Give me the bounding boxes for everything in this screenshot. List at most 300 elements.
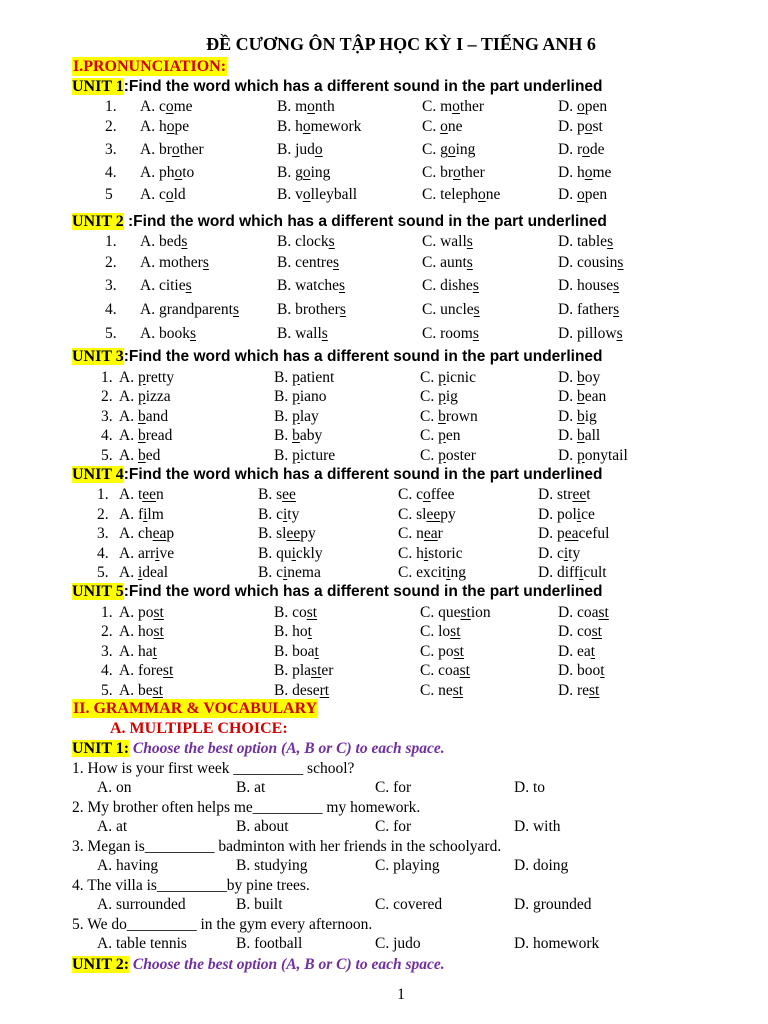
option-d — [558, 661, 605, 681]
pronunciation-heading: I.PRONUNCIATION: — [73, 58, 227, 75]
option-b — [258, 485, 296, 505]
underlined-part: o — [453, 164, 461, 181]
option-b — [277, 300, 346, 320]
option-text: retty — [145, 369, 175, 386]
grammar-unit-1-header — [72, 739, 445, 758]
option-text: ig — [584, 408, 597, 425]
option-text: pen — [584, 186, 608, 203]
option-text: D. table — [558, 233, 608, 250]
underlined-part: b — [576, 388, 585, 405]
pronunciation-question-row — [0, 407, 768, 427]
grammar-unit-2-header — [72, 955, 445, 974]
answer-options-row — [0, 817, 768, 837]
option-b — [274, 426, 322, 446]
underlined-part: o — [314, 141, 323, 158]
option-text: ne — [485, 186, 501, 203]
option-text: D. h — [558, 164, 585, 181]
pronunciation-question-row — [0, 426, 768, 446]
pronunciation-question-row — [0, 544, 768, 564]
option-c — [420, 622, 461, 642]
option-a — [119, 446, 160, 466]
underlined-part: p — [438, 369, 446, 386]
option-text: B. v — [277, 186, 303, 203]
underlined-part: st — [460, 604, 471, 621]
option-text: A. — [119, 408, 138, 425]
answer-options-row — [0, 895, 768, 915]
underlined-part: s — [185, 277, 192, 294]
option-text: B. h — [277, 118, 303, 135]
option-c — [420, 407, 478, 427]
underlined-part: s — [339, 301, 346, 318]
option-text: me — [592, 164, 612, 181]
underlined-part: o — [477, 186, 486, 203]
option-text: D. — [558, 427, 577, 444]
unit-tag: UNIT 3 — [72, 348, 124, 365]
option-text: A. — [119, 427, 138, 444]
option-a — [140, 232, 187, 252]
underlined-part: o — [302, 164, 311, 181]
option-text: B. — [274, 369, 293, 386]
option-text: D. str — [538, 486, 573, 503]
underlined-part: ea — [423, 525, 438, 542]
underlined-part: s — [607, 233, 614, 250]
option-c — [422, 276, 479, 296]
question-number: 1. — [105, 98, 117, 115]
option-text: D. p — [558, 118, 585, 135]
option-b — [274, 603, 317, 623]
question-text: 1. How is your first week _________ school? — [72, 760, 355, 777]
option-text: storic — [428, 545, 463, 562]
option-b — [277, 276, 345, 296]
question-number: 2. — [101, 388, 113, 405]
option-c — [422, 97, 484, 117]
option-text: C. teleph — [422, 186, 478, 203]
answer-options-row — [0, 856, 768, 876]
option-d — [558, 603, 609, 623]
option-text: D. pillow — [558, 325, 617, 342]
answer-option[interactable]: D. grounded — [514, 896, 592, 913]
underlined-part: i — [576, 506, 582, 523]
option-a — [119, 563, 168, 583]
underlined-part: t — [600, 662, 605, 679]
option-text: B. — [274, 427, 293, 444]
unit-tag: UNIT 4 — [72, 466, 124, 483]
unit-instruction: :Find the word which has a different sound in the part underlined — [123, 583, 603, 600]
option-d — [558, 300, 619, 320]
option-b — [274, 622, 312, 642]
underlined-part: s — [328, 233, 335, 250]
underlined-part: o — [440, 118, 448, 135]
option-text: B. ho — [274, 623, 308, 640]
underlined-part: o — [302, 118, 311, 135]
underlined-part: b — [438, 408, 446, 425]
underlined-part: st — [453, 643, 464, 660]
option-d — [538, 544, 580, 564]
option-d — [558, 368, 600, 388]
pronunciation-question-row — [0, 232, 768, 252]
option-c — [420, 426, 460, 446]
underlined-part: ee — [286, 525, 301, 542]
underlined-part: s — [616, 325, 623, 342]
pronunciation-question-row — [0, 276, 768, 296]
underlined-part: o — [166, 118, 175, 135]
underlined-part: st — [591, 623, 602, 640]
underlined-part: o — [422, 486, 431, 503]
option-d — [558, 276, 619, 296]
question-number: 5 — [105, 186, 113, 203]
option-a — [140, 324, 196, 344]
option-c — [420, 603, 491, 623]
underlined-part: i — [282, 564, 288, 581]
question-text: 4. The villa is_________by pine trees. — [72, 877, 310, 894]
page-title: ĐỀ CƯƠNG ÔN TẬP HỌC KỲ I – TIẾNG ANH 6 — [206, 34, 596, 54]
option-text: B. c — [258, 564, 283, 581]
option-c — [420, 446, 476, 466]
option-text: to — [182, 164, 195, 181]
underlined-part: b — [137, 447, 146, 464]
option-text: ion — [470, 604, 491, 621]
option-text: ckly — [295, 545, 323, 562]
option-text: izza — [145, 388, 171, 405]
option-text: ean — [584, 388, 607, 405]
underlined-part: p — [292, 447, 300, 464]
option-b — [274, 681, 329, 701]
question-number: 3. — [105, 141, 117, 158]
underlined-part: s — [202, 254, 209, 271]
pronunciation-question-row — [0, 117, 768, 137]
answer-option[interactable]: D. doing — [514, 857, 569, 874]
option-text: oy — [584, 369, 601, 386]
unit-tag: UNIT 2: — [72, 956, 130, 973]
option-text: A. h — [140, 118, 167, 135]
option-text: A. — [119, 447, 138, 464]
option-text: B. — [274, 408, 293, 425]
option-text: C. excit — [398, 564, 447, 581]
page-number: 1 — [397, 986, 405, 1003]
option-text: ig — [445, 388, 458, 405]
option-a — [119, 681, 163, 701]
underlined-part: s — [332, 254, 339, 271]
option-text: A. f — [119, 506, 144, 523]
option-d — [538, 563, 607, 583]
underlined-part: st — [459, 662, 470, 679]
question-text: 3. Megan is_________ badminton with her friends in the schoolyard. — [72, 838, 502, 855]
underlined-part: st — [306, 604, 318, 621]
underlined-part: o — [584, 118, 593, 135]
underlined-part: o — [584, 164, 593, 181]
option-text: lleyball — [310, 186, 358, 203]
option-text: C. br — [422, 164, 453, 181]
option-text: oster — [445, 447, 476, 464]
option-text: B. sl — [258, 525, 287, 542]
answer-option[interactable]: C. covered — [375, 896, 443, 913]
answer-option[interactable]: C. playing — [375, 857, 440, 874]
option-text: ffee — [430, 486, 455, 503]
underlined-part: i — [143, 506, 148, 523]
unit-instruction: :Find the word which has a different sound in the part underlined — [123, 348, 603, 365]
underlined-part: o — [307, 98, 315, 115]
option-text: en — [445, 427, 461, 444]
option-c — [422, 185, 500, 205]
option-text: B. clock — [277, 233, 329, 250]
option-text: p — [166, 525, 175, 542]
option-text: A. ha — [119, 643, 153, 660]
option-text: st — [592, 118, 603, 135]
underlined-part: s — [613, 301, 620, 318]
option-c — [420, 642, 464, 662]
underlined-part: p — [292, 388, 300, 405]
option-text: C. — [420, 427, 439, 444]
underlined-part: b — [576, 369, 585, 386]
option-b — [258, 563, 321, 583]
underlined-part: t — [307, 623, 312, 640]
option-a — [119, 622, 164, 642]
pronunciation-question-row — [0, 140, 768, 160]
question-number: 2. — [105, 254, 117, 271]
answer-option[interactable]: D. homework — [514, 935, 600, 952]
option-text: A. ph — [140, 164, 175, 181]
option-text: py — [440, 506, 456, 523]
option-text: B. g — [277, 164, 303, 181]
option-text: B. pla — [274, 662, 312, 679]
option-c — [420, 681, 463, 701]
answer-option[interactable]: C. for — [375, 818, 412, 835]
option-a — [119, 603, 164, 623]
option-text: n — [156, 486, 164, 503]
option-text: C. coa — [420, 662, 460, 679]
option-d — [558, 117, 603, 137]
question-text: 5. We do_________ in the gym every afternoon. — [72, 916, 373, 933]
answer-option[interactable]: A. on — [97, 779, 132, 796]
option-text: mework — [310, 118, 362, 135]
answer-option[interactable]: B. about — [236, 818, 289, 835]
option-b — [258, 524, 316, 544]
option-text: B. s — [258, 486, 283, 503]
pronunciation-question-row — [0, 622, 768, 642]
option-text: ce — [581, 506, 595, 523]
answer-options-row — [0, 778, 768, 798]
underlined-part: b — [576, 427, 585, 444]
option-text: D. co — [558, 623, 592, 640]
underlined-part: s — [617, 254, 624, 271]
underlined-part: st — [450, 623, 461, 640]
unit-tag: UNIT 1 — [72, 78, 124, 95]
multiple-choice-subheading: A. MULTIPLE CHOICE: — [110, 720, 288, 737]
option-text: pen — [584, 98, 608, 115]
option-text: ing — [310, 164, 331, 181]
pronunciation-question-row — [0, 163, 768, 183]
underlined-part: o — [452, 98, 460, 115]
answer-option[interactable]: A. table tennis — [97, 935, 187, 952]
pronunciation-question-row — [0, 563, 768, 583]
option-a — [140, 185, 186, 205]
unit-tag: UNIT 2 — [72, 213, 124, 230]
answer-option[interactable]: B. football — [236, 935, 303, 952]
pronunciation-question-row — [0, 642, 768, 662]
pronunciation-question-row — [0, 324, 768, 344]
option-text: r — [437, 525, 443, 542]
underlined-part: ea — [564, 525, 579, 542]
option-a — [119, 387, 171, 407]
option-text: C. que — [420, 604, 461, 621]
option-text: ed — [145, 447, 161, 464]
underlined-part: ee — [572, 486, 587, 503]
answer-option[interactable]: C. for — [375, 779, 412, 796]
option-text: C. — [420, 447, 439, 464]
option-b — [258, 544, 323, 564]
underlined-part: i — [282, 506, 288, 523]
option-a — [119, 524, 174, 544]
option-text: D. boo — [558, 662, 601, 679]
underlined-part: st — [162, 662, 174, 679]
option-text: B. m — [277, 98, 308, 115]
option-c — [398, 544, 463, 564]
option-text: A. po — [119, 604, 154, 621]
option-text: D. cousin — [558, 254, 618, 271]
option-text: A. br — [140, 141, 172, 158]
option-b — [277, 117, 361, 137]
option-d — [538, 485, 591, 505]
option-c — [422, 117, 462, 137]
underlined-part: s — [189, 325, 196, 342]
option-d — [558, 622, 602, 642]
option-text: C. uncle — [422, 301, 474, 318]
underlined-part: b — [292, 427, 300, 444]
option-text: C. lo — [420, 623, 451, 640]
option-c — [398, 485, 455, 505]
option-b — [274, 387, 327, 407]
answer-option[interactable]: C. judo — [375, 935, 421, 952]
pronunciation-question-row — [0, 253, 768, 273]
grammar-heading: II. GRAMMAR & VOCABULARY — [73, 700, 318, 717]
option-text: B. boa — [274, 643, 315, 660]
question-number: 3. — [105, 277, 117, 294]
option-d — [558, 642, 595, 662]
option-text: B. dese — [274, 682, 320, 699]
unit-instruction: Choose the best option (A, B or C) to each space. — [129, 740, 445, 757]
question-number: 5. — [97, 564, 109, 581]
option-text: ng — [450, 564, 467, 581]
option-text: B. jud — [277, 141, 315, 158]
option-text: D. — [558, 388, 577, 405]
option-text: A. ch — [119, 525, 153, 542]
underlined-part: s — [472, 325, 479, 342]
option-text: B. wall — [277, 325, 322, 342]
underlined-part: s — [466, 233, 473, 250]
answer-option[interactable]: A. having — [97, 857, 159, 874]
option-c — [398, 563, 466, 583]
question-number: 4. — [105, 164, 117, 181]
underlined-part: b — [137, 408, 146, 425]
option-c — [398, 505, 456, 525]
option-text: A. fore — [119, 662, 163, 679]
underlined-part: s — [466, 254, 473, 271]
question-number: 4. — [105, 301, 117, 318]
option-text: ther — [459, 98, 485, 115]
option-c — [422, 163, 485, 183]
option-text: pe — [174, 118, 190, 135]
unit-tag: UNIT 5 — [72, 583, 124, 600]
question-number: 5. — [101, 447, 113, 464]
option-text: er — [321, 662, 334, 679]
option-text: B. — [274, 388, 293, 405]
option-text: C. n — [398, 525, 424, 542]
question-number: 5. — [101, 682, 113, 699]
option-text: onytail — [584, 447, 628, 464]
underlined-part: s — [321, 325, 328, 342]
option-text: C. — [420, 369, 439, 386]
underlined-part: t — [152, 643, 157, 660]
option-a — [119, 661, 173, 681]
pronunciation-question-row — [0, 185, 768, 205]
option-text: A. grandparent — [140, 301, 233, 318]
option-text: D. house — [558, 277, 614, 294]
underlined-part: s — [232, 301, 240, 318]
option-text: D. father — [558, 301, 614, 318]
unit-tag: UNIT 1: — [72, 740, 130, 757]
option-text: A. arr — [119, 545, 156, 562]
pronunciation-question-row — [0, 387, 768, 407]
answer-option[interactable]: A. at — [97, 818, 128, 835]
option-d — [558, 140, 605, 160]
answer-option[interactable]: B. studying — [236, 857, 308, 874]
pronunciation-question-row — [0, 505, 768, 525]
option-text: C. h — [398, 545, 424, 562]
option-text: D. coa — [558, 604, 599, 621]
unit-5-header — [72, 582, 603, 601]
underlined-part: i — [137, 564, 143, 581]
option-c — [420, 661, 470, 681]
option-text: all — [584, 427, 601, 444]
option-a — [140, 117, 189, 137]
option-d — [558, 426, 600, 446]
option-c — [422, 140, 475, 160]
option-text: ld — [173, 186, 186, 203]
answer-option[interactable]: A. surrounded — [97, 896, 186, 913]
pronunciation-question-row — [0, 661, 768, 681]
option-text: A. c — [140, 186, 166, 203]
underlined-part: s — [613, 277, 620, 294]
answer-option[interactable]: B. built — [236, 896, 283, 913]
option-text: B. watche — [277, 277, 339, 294]
unit-1-header — [72, 77, 603, 96]
option-a — [140, 140, 204, 160]
underlined-part: i — [563, 545, 569, 562]
option-text: nth — [314, 98, 335, 115]
option-text: A. be — [119, 682, 153, 699]
question-number: 2. — [97, 506, 109, 523]
option-b — [277, 97, 335, 117]
underlined-part: st — [589, 682, 600, 699]
option-d — [558, 387, 606, 407]
answer-option[interactable]: B. at — [236, 779, 266, 796]
option-text: ne — [447, 118, 463, 135]
answer-option[interactable]: D. to — [514, 779, 545, 796]
option-text: D. — [558, 186, 577, 203]
pronunciation-question-row — [0, 368, 768, 388]
option-text: C. dishe — [422, 277, 473, 294]
option-c — [422, 253, 473, 273]
option-text: C. — [422, 118, 441, 135]
option-a — [140, 163, 194, 183]
answer-option[interactable]: D. with — [514, 818, 561, 835]
option-c — [420, 387, 458, 407]
pronunciation-question-row — [0, 681, 768, 701]
unit-4-header — [72, 465, 603, 484]
option-text: py — [300, 525, 316, 542]
underlined-part: i — [446, 564, 451, 581]
option-text: D. — [558, 408, 577, 425]
